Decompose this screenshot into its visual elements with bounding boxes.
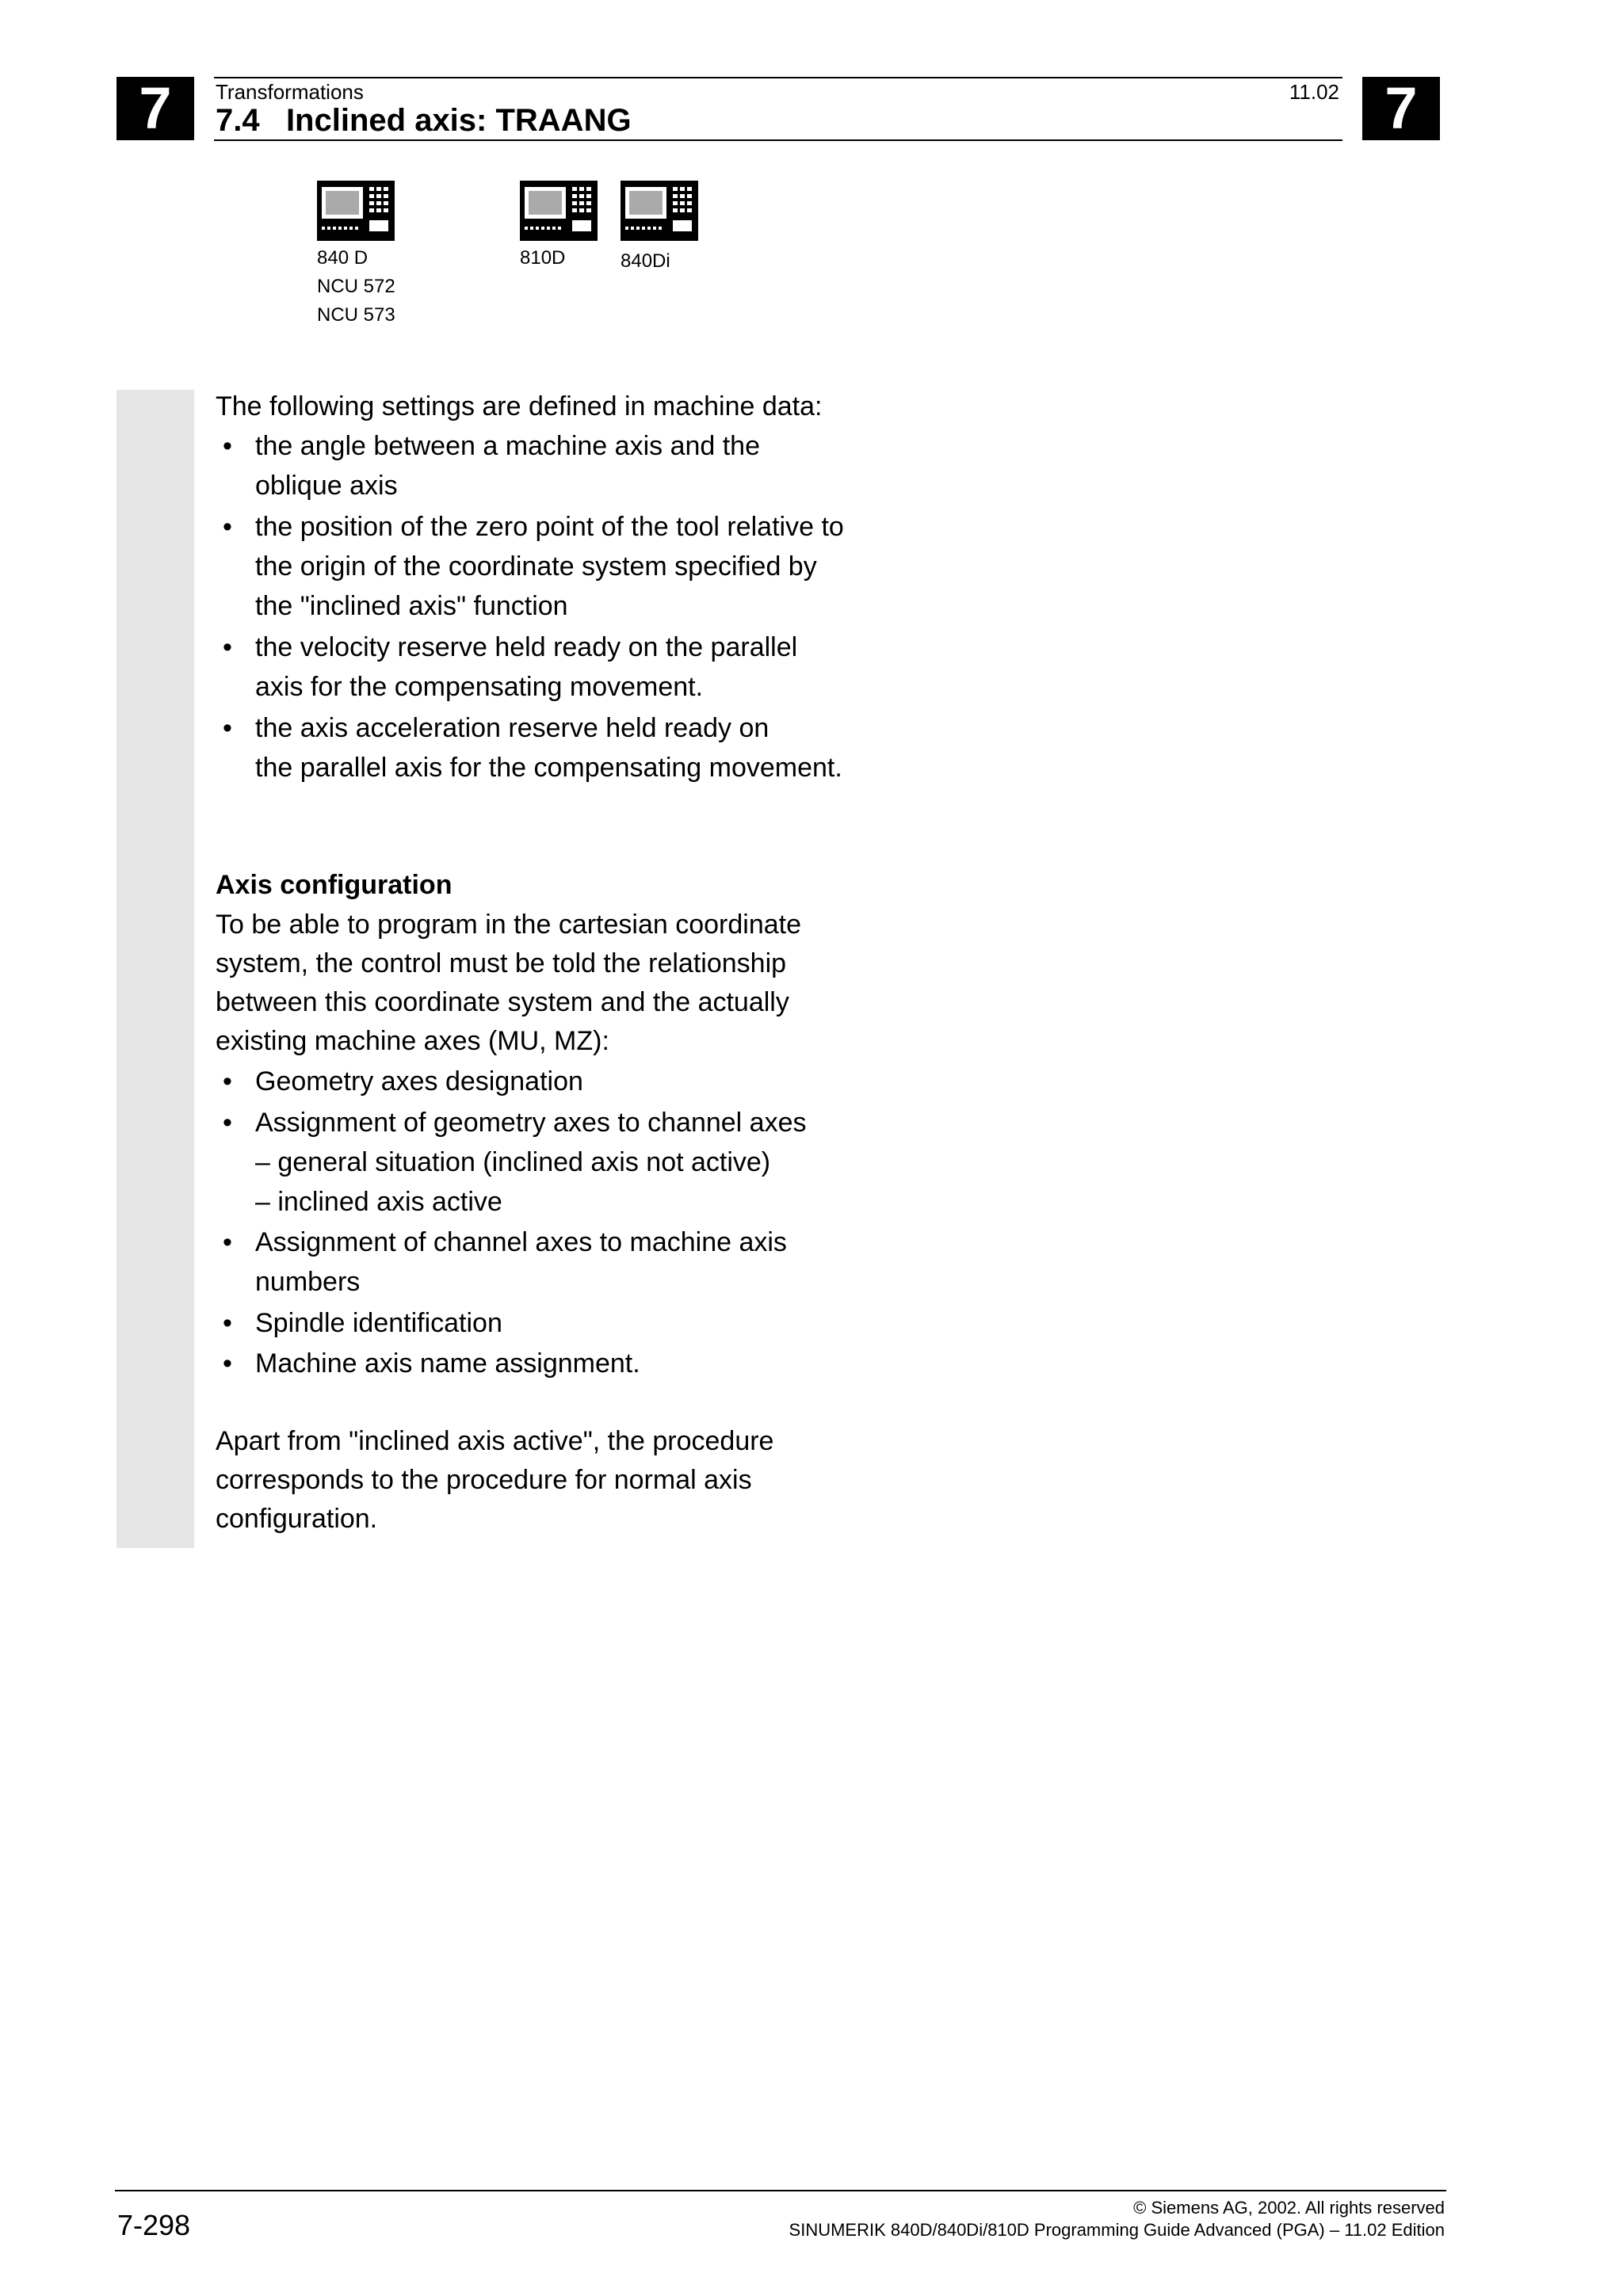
paragraph-line: To be able to program in the cartesian coordinate: [216, 910, 802, 940]
bullet-icon: •: [223, 713, 232, 743]
header-rule-bottom: [214, 139, 1342, 141]
page-title: 7.4 Inclined axis: TRAANG: [216, 103, 632, 138]
control-label-line: 840 D: [317, 247, 369, 269]
control-panel-icon: [317, 181, 395, 241]
list-item-line: Machine axis name assignment.: [255, 1348, 640, 1379]
header-section-name: Transformations: [216, 80, 364, 104]
bullet-icon: •: [223, 1227, 232, 1257]
list-item-line: the "inclined axis" function: [255, 591, 568, 621]
header-rule-top: [214, 77, 1342, 78]
paragraph-line: corresponds to the procedure for normal axis: [216, 1465, 752, 1495]
bullet-icon: •: [223, 1108, 232, 1138]
paragraph-line: configuration.: [216, 1504, 378, 1534]
list-item-line: the axis acceleration reserve held ready on: [255, 713, 769, 743]
intro-text: The following settings are defined in machine data:: [216, 391, 823, 421]
page-number: 7-298: [117, 2209, 191, 2241]
list-item-line: numbers: [255, 1267, 361, 1297]
list-item-line: Geometry axes designation: [255, 1066, 583, 1097]
paragraph-line: between this coordinate system and the actually: [216, 987, 789, 1017]
list-item-line: the angle between a machine axis and the: [255, 431, 761, 461]
list-item-line: – general situation (inclined axis not active): [255, 1147, 771, 1177]
section-heading: Axis configuration: [216, 870, 453, 900]
list-item-line: the parallel axis for the compensating movement.: [255, 753, 842, 783]
paragraph-line: Apart from "inclined axis active", the procedure: [216, 1426, 774, 1456]
footer-copyright: © Siemens AG, 2002. All rights reserved: [1133, 2198, 1445, 2218]
bullet-icon: •: [223, 1308, 232, 1338]
control-label-810d: [520, 244, 565, 273]
list-item-line: oblique axis: [255, 471, 398, 501]
list-item-line: axis for the compensating movement.: [255, 672, 704, 702]
list-item-line: the origin of the coordinate system specified by: [255, 551, 817, 582]
header-date: 11.02: [1289, 80, 1339, 104]
control-label-840d: [317, 244, 395, 330]
paragraph-line: system, the control must be told the relationship: [216, 948, 787, 978]
list-item-line: the velocity reserve held ready on the parallel: [255, 632, 798, 662]
bullet-icon: •: [223, 1066, 232, 1097]
control-panel-icon: [621, 181, 698, 241]
control-label-line: 840Di: [621, 250, 670, 272]
chapter-number-badge-right: 7: [1362, 77, 1440, 140]
margin-bar: [116, 390, 194, 1548]
footer-rule: [115, 2190, 1446, 2191]
list-item-line: Spindle identification: [255, 1308, 502, 1338]
control-label-line: 810D: [520, 247, 566, 269]
paragraph-line: existing machine axes (MU, MZ):: [216, 1026, 609, 1056]
control-label-line: NCU 573: [317, 304, 395, 326]
bullet-icon: •: [223, 431, 232, 461]
bullet-icon: •: [223, 512, 232, 542]
bullet-icon: •: [223, 632, 232, 662]
chapter-number-badge-left: 7: [116, 77, 194, 140]
bullet-icon: •: [223, 1348, 232, 1379]
list-item-line: – inclined axis active: [255, 1187, 502, 1217]
control-label-840di: [621, 247, 670, 276]
list-item-line: Assignment of channel axes to machine axis: [255, 1227, 787, 1257]
list-item-line: the position of the zero point of the tool relative to: [255, 512, 844, 542]
footer-document-title: SINUMERIK 840D/840Di/810D Programming Guide Advanced (PGA) – 11.02 Edition: [789, 2220, 1445, 2240]
control-panel-icon: [520, 181, 598, 241]
list-item-line: Assignment of geometry axes to channel axes: [255, 1108, 807, 1138]
control-label-line: NCU 572: [317, 276, 395, 297]
